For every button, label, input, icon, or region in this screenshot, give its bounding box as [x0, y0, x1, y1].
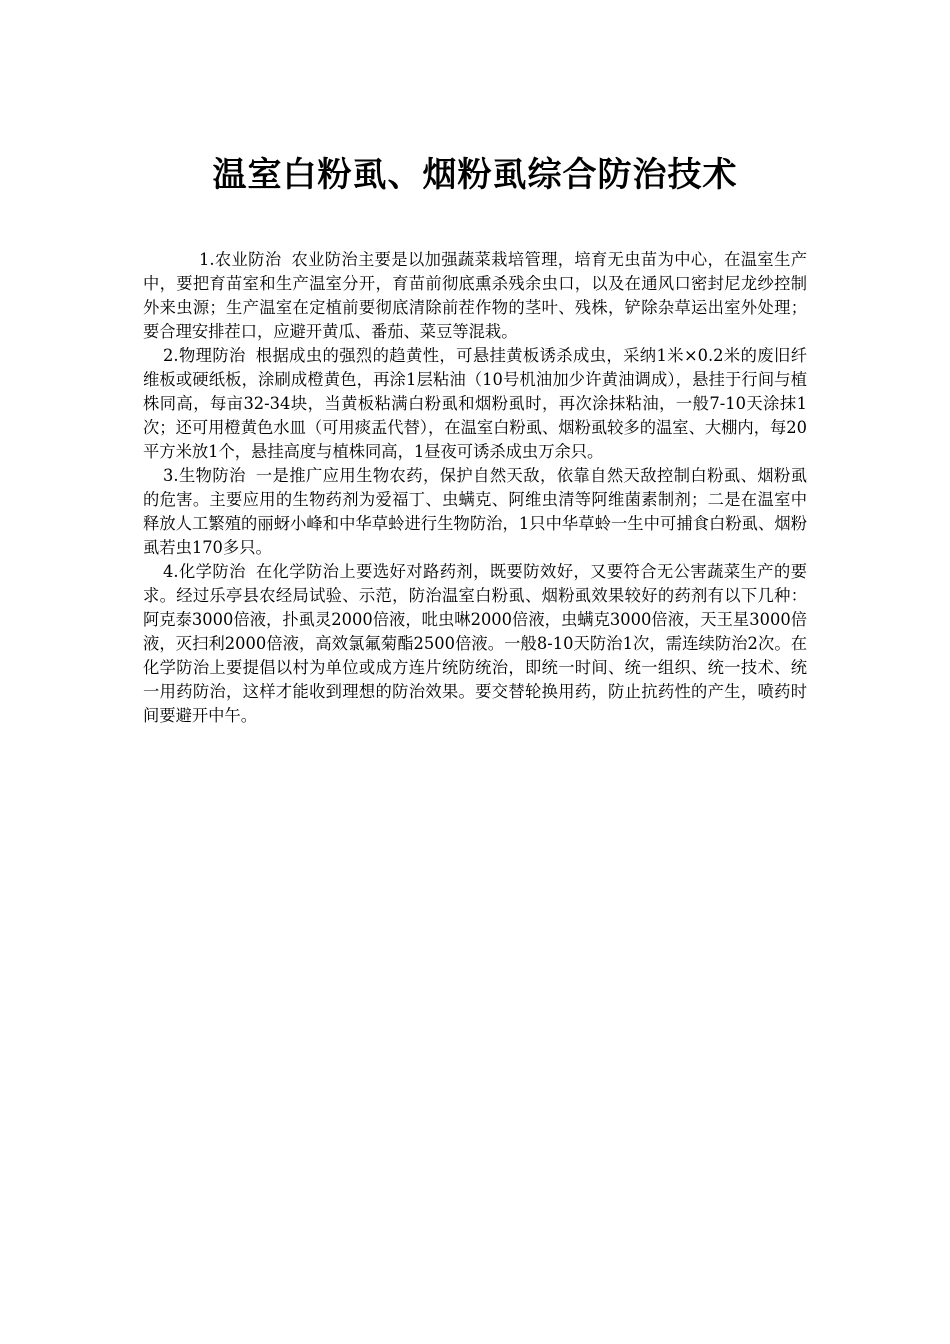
paragraph-heading: 1.农业防治: [199, 250, 282, 269]
document-body: [143, 248, 807, 728]
paragraph-physical-control: [143, 344, 807, 464]
paragraph-text: 农业防治主要是以加强蔬菜栽培管理，培育无虫苗为中心，在温室生产中，要把育苗室和生产温室分开，育苗前彻底熏杀残余虫口，以及在通风口密封尼龙纱控制外来虫源；生产温室在定植前要彻底清除前茬作物的茎叶、残株，铲除杂草运出室外处理；要合理安排茬口，应避开黄瓜、番茄、菜豆等混栽。: [143, 250, 807, 341]
paragraph-text: 在化学防治上要选好对路药剂，既要防效好，又要符合无公害蔬菜生产的要求。经过乐亭县农经局试验、示范，防治温室白粉虱、烟粉虱效果较好的药剂有以下几种：阿克泰3000倍液，扑虱灵2000倍液，吡虫啉2000倍液，虫螨克3000倍液，天王星3000倍液，灭扫利2000倍液，高效氯氟菊酯2500倍液。一般8-10天防治1次，需连续防治2次。在化学防治上要提倡以村为单位或成方连片统防统治，即统一时间、统一组织、统一技术、统一用药防治，这样才能收到理想的防治效果。要交替轮换用药，防止抗药性的产生，喷药时间要避开中午。: [143, 562, 807, 725]
paragraph-text: 一是推广应用生物农药，保护自然天敌，依靠自然天敌控制白粉虱、烟粉虱的危害。主要应用的生物药剂为爱福丁、虫螨克、阿维虫清等阿维菌素制剂；二是在温室中释放人工繁殖的丽蚜小峰和中华草蛉进行生物防治，1只中华草蛉一生中可捕食白粉虱、烟粉虱若虫170多只。: [143, 466, 807, 557]
paragraph-heading: 3.生物防治: [163, 466, 246, 485]
paragraph-heading: 2.物理防治: [163, 346, 246, 365]
paragraph-biological-control: [143, 464, 807, 560]
paragraph-agricultural-control: [143, 248, 807, 344]
paragraph-chemical-control: [143, 560, 807, 728]
document-title: 温室白粉虱、烟粉虱综合防治技术: [212, 155, 738, 195]
paragraph-text: 根据成虫的强烈的趋黄性，可悬挂黄板诱杀成虫，采纳1米×0.2米的废旧纤维板或硬纸板，涂刷成橙黄色，再涂1层粘油（10号机油加少许黄油调成），悬挂于行间与植株同高，每亩32-34块，当黄板粘满白粉虱和烟粉虱时，再次涂抹粘油，一般7-10天涂抹1次；还可用橙黄色水皿（可用痰盂代替），在温室白粉虱、烟粉虱较多的温室、大棚内，每20平方米放1个，悬挂高度与植株同高，1昼夜可诱杀成虫万余只。: [143, 346, 807, 461]
paragraph-heading: 4.化学防治: [163, 562, 246, 581]
